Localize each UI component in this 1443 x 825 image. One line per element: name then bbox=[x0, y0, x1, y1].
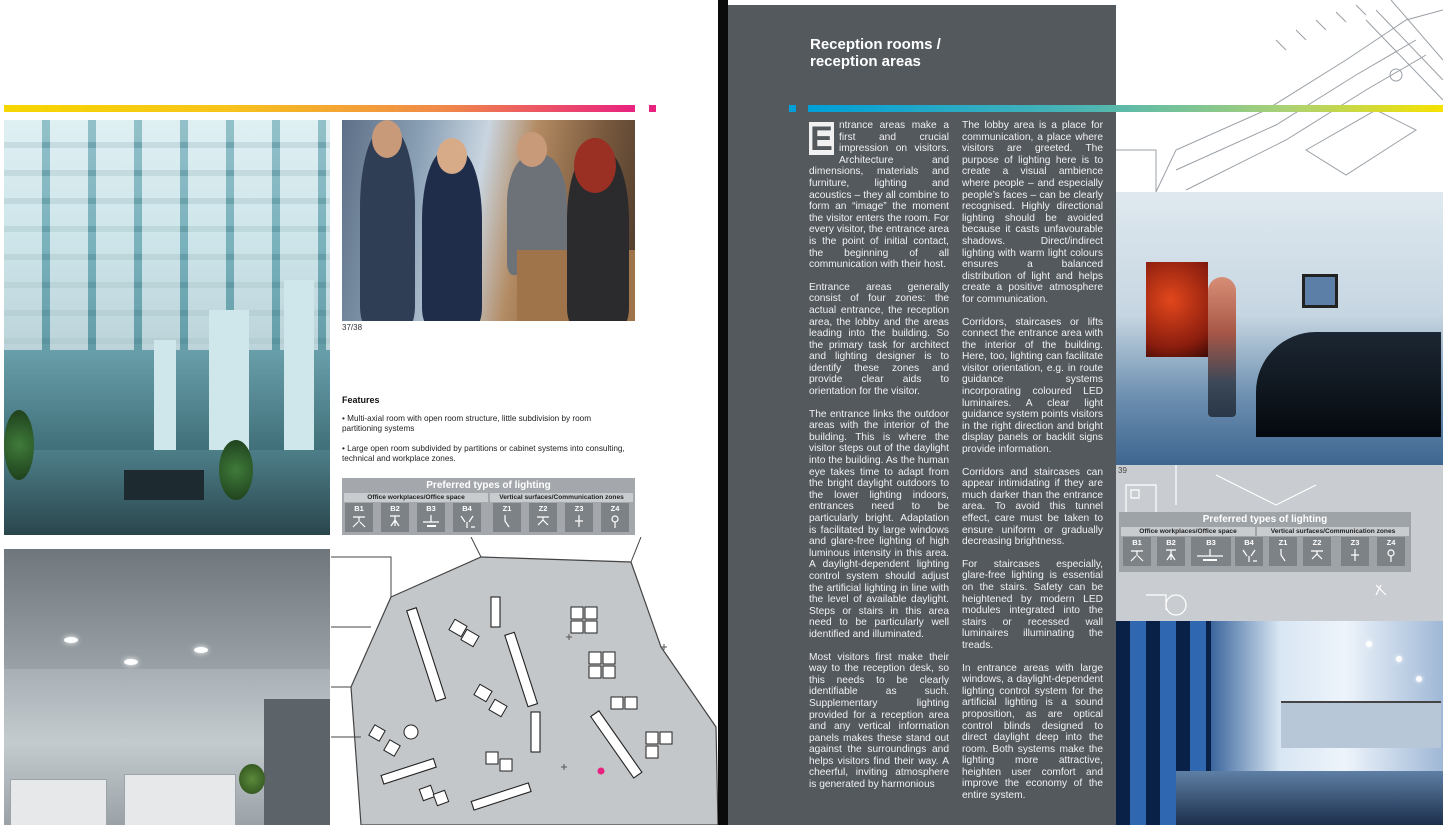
feature-item: • Large open room subdivided by partitions or cabinet systems into consulting, technical and workplace zones. bbox=[342, 444, 625, 463]
paragraph: Entrance areas generally consist of four zones: the actual entrance, the reception area, the lobby and the areas leading into the building. So the primary task for architect and lighting designer is to identify these zones and provide clear aids to orientation for the visitor. bbox=[809, 281, 949, 398]
color-gradient-bar bbox=[808, 105, 1443, 112]
luminaire-icon bbox=[1273, 547, 1293, 563]
lighting-table-title: Preferred types of lighting bbox=[1202, 514, 1328, 525]
luminaire-icon bbox=[385, 513, 405, 529]
luminaire-icon bbox=[533, 513, 553, 529]
paragraph: Corridors, staircases or lifts connect the entrance area with the interior of the building. Here, too, lighting can facilitate visitor orientation, e.g. in route guidance systems incorporating coloured LED luminaires. A clear light guidance system points visitors in the right direction and bright display panels or backlit signs provide information. bbox=[962, 316, 1103, 456]
vertical-group-label: Vertical surfaces/Communication zones bbox=[490, 493, 633, 502]
lighting-type-b4: B4 bbox=[453, 503, 481, 532]
paragraph: Most visitors first make their way to the reception desk, so this needs to be clearly identifiable as such. Supplementary lighting provided for a reception area and any vertical information panels makes these stand out against the surroundings and helps visitors find their way. A cheerful, inviting atmosphere is generated by harmonious bbox=[809, 651, 949, 791]
lighting-type-z3: Z3 bbox=[565, 503, 593, 532]
paragraph: For staircases especially, glare-free lighting is essential on the stairs. Safety can be heightened by modern LED modules integrated into the stairs or recessed wall luminaires illuminating the treads. bbox=[962, 558, 1103, 651]
luminaire-icon bbox=[605, 513, 625, 529]
wall-painting bbox=[1146, 262, 1208, 357]
luminaire-icon bbox=[1127, 547, 1147, 563]
page-title bbox=[810, 36, 1030, 70]
magenta-square-marker bbox=[649, 105, 656, 112]
luminaire-icon bbox=[421, 513, 441, 529]
paragraph: In entrance areas with large windows, a daylight-dependent lighting control system for the artificial lighting is a sound proposition, as are optical control blinds designed to direct daylight deep into the room. Both systems make the lighting more attractive, heighten user comfort and improve the economy of the entire system. bbox=[962, 662, 1103, 802]
feature-item: • Multi-axial room with open room structure, little subdivision by room partitioning systems bbox=[342, 414, 592, 433]
lighting-type-b2: B2 bbox=[381, 503, 409, 532]
body-text-column-1 bbox=[809, 120, 949, 825]
lighting-type-b3: B3 bbox=[417, 503, 445, 532]
architectural-plan-with-lighting-table bbox=[1116, 465, 1443, 621]
luminaire-icon bbox=[457, 513, 477, 529]
architectural-plan-drawing bbox=[1116, 0, 1443, 192]
cyan-square-marker bbox=[789, 105, 796, 112]
luminaire-icon bbox=[1161, 547, 1181, 563]
features-heading: Features bbox=[342, 395, 380, 405]
luminaire-icon bbox=[1381, 547, 1401, 563]
open-plan-office-photo bbox=[4, 120, 330, 535]
paragraph: The entrance links the outdoor areas with the interior of the building. This is where the visitor steps out of the daylight into the building. As the human eye takes time to adapt from the bright daylight outdoors to the lower lighting indoors, entrances need to be particularly bright. Adaptation is facilitated by large windows and glare-free lighting of high luminous intensity in this area. A daylight-dependent lighting control system should adjust the artificial lighting in line with the level of available daylight. Steps or stairs in this area need to be particularly well identified and illuminated. bbox=[809, 408, 949, 640]
luminaire-icon bbox=[497, 513, 517, 529]
lighting-type-z4: Z4 bbox=[1377, 537, 1405, 566]
drop-cap: E bbox=[810, 120, 833, 158]
floor-plan-drawing bbox=[331, 537, 718, 825]
luminaire-icon bbox=[569, 513, 589, 529]
left-page bbox=[0, 0, 718, 825]
luminaire-icon bbox=[1307, 547, 1327, 563]
preferred-lighting-table bbox=[342, 478, 635, 535]
title-line: Reception rooms / bbox=[810, 36, 941, 53]
lighting-type-z2: Z2 bbox=[529, 503, 557, 532]
office-group-label: Office workplaces/Office space bbox=[1121, 527, 1255, 536]
reception-desk-photo bbox=[4, 549, 330, 825]
lighting-type-z2: Z2 bbox=[1303, 537, 1331, 566]
luminaire-icon bbox=[1195, 547, 1225, 563]
reception-lobby-photo bbox=[1116, 192, 1443, 465]
vertical-group-label: Vertical surfaces/Communication zones bbox=[1257, 527, 1409, 536]
preferred-lighting-table bbox=[1119, 512, 1411, 572]
lighting-type-b4: B4 bbox=[1235, 537, 1263, 566]
title-line: reception areas bbox=[810, 53, 921, 70]
lighting-type-b1: B1 bbox=[1123, 537, 1151, 566]
paragraph: The lobby area is a place for communication, a place where visitors are greeted. The purpose of lighting here is to create a visual ambience where people – and especially people’s faces – can be clearly recognised. Highly directional lighting should be avoided because it casts unfavourable shadows. Direct/indirect lighting with warm light colours ensures a balanced distribution of light and helps create a positive atmosphere for communication. bbox=[962, 120, 1103, 305]
lighting-table-title: Preferred types of lighting bbox=[426, 480, 551, 491]
lighting-type-z4: Z4 bbox=[601, 503, 629, 532]
photo-caption: 39 bbox=[1118, 466, 1127, 475]
body-text-column-2 bbox=[962, 120, 1103, 820]
luminaire-icon bbox=[349, 513, 369, 529]
lighting-type-z1: Z1 bbox=[1269, 537, 1297, 566]
color-gradient-bar bbox=[4, 105, 635, 112]
office-group-label: Office workplaces/Office space bbox=[344, 493, 488, 502]
photo-caption: 37/38 bbox=[342, 323, 363, 332]
right-page bbox=[728, 0, 1443, 825]
luminaire-icon bbox=[1239, 547, 1259, 563]
lighting-type-b2: B2 bbox=[1157, 537, 1185, 566]
lighting-type-z1: Z1 bbox=[493, 503, 521, 532]
paragraph: Corridors and staircases can appear intimidating if they are much darker than the entrance area. To avoid this tunnel effect, care must be taken to ensure uniform or gradually decreasing brightness. bbox=[962, 466, 1103, 548]
atrium-photo bbox=[1116, 621, 1443, 825]
lighting-type-z3: Z3 bbox=[1341, 537, 1369, 566]
lighting-type-b3: B3 bbox=[1191, 537, 1231, 566]
paragraph: ntrance areas make a first and crucial impression on visitors. Architecture and dimensions, materials and furniture, lighting and acoustics – they all combine to form an “image” the moment the visitor enters the room. For every visitor, the entrance area is the point of initial contact, the beginning of all communication with their host. bbox=[809, 120, 949, 271]
luminaire-icon bbox=[1345, 547, 1365, 563]
lighting-type-b1: B1 bbox=[345, 503, 373, 532]
reception-people-photo bbox=[342, 120, 635, 321]
